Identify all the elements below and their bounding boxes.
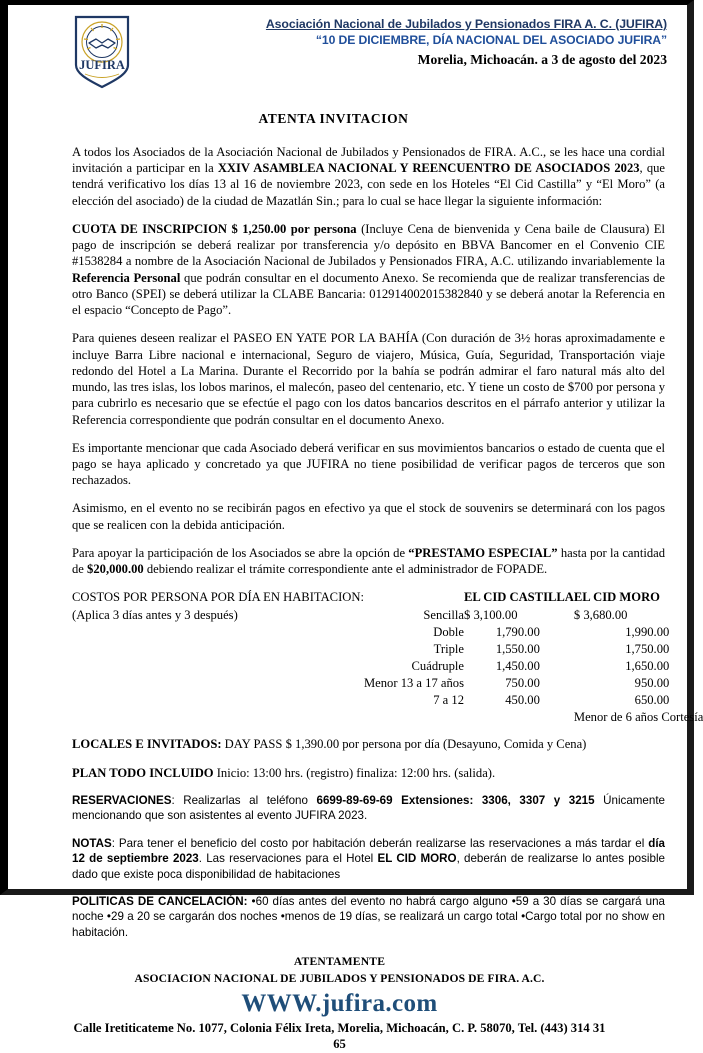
loan-text-3: debiendo realizar el trámite correspondiente ante el administrador de FOPADE. (143, 562, 548, 577)
price-moro: 650.00 (634, 693, 670, 708)
paragraph-payment-verification: Es importante mencionar que cada Asociado deberá verificar en sus movimientos bancarios o estado de cuenta que el pago se haya aplicado y concretado ya que JUFIRA no tiene posibilidad de verificar pagos de terceros que son rechazados. (72, 440, 665, 488)
table-row (72, 658, 703, 675)
document-sheet (8, 5, 703, 1052)
column-header-moro: EL CID MORO (573, 590, 660, 605)
notes-label: NOTAS (72, 836, 112, 850)
table-row (72, 641, 703, 658)
price-moro: 950.00 (634, 675, 670, 690)
room-type: Cuádruple (411, 658, 464, 673)
reservations-text-3: Únicamente mencionando que son asistentes al evento JUFIRA 2023. (72, 793, 665, 823)
place-and-date: Morelia, Michoacán. a 3 de agosto del 2023 (417, 52, 667, 68)
jufira-shield-logo (72, 13, 134, 89)
slogan-line: “10 DE DICIEMBRE, DÍA NACIONAL DEL ASOCIADO JUFIRA” (315, 33, 667, 48)
assembly-name: XXIV ASAMBLEA NACIONAL Y REENCUENTRO DE ASOCIADOS 2023 (217, 161, 640, 176)
logo-wordmark: JUFIRA (79, 58, 125, 72)
loan-amount: $20,000.00 (87, 562, 144, 577)
registration-fee-label: CUOTA DE INSCRIPCION $ 1,250.00 por persona (72, 221, 357, 236)
room-type: Menor 13 a 17 años (363, 675, 464, 690)
table-row (72, 692, 703, 709)
costs-heading: COSTOS POR PERSONA POR DÍA EN HABITACION: (72, 590, 364, 605)
price-castilla: 1,790.00 (495, 624, 540, 639)
sincerely-label: ATENTAMENTE (293, 955, 386, 969)
price-castilla: 450.00 (505, 693, 540, 708)
loan-text-1: Para apoyar la participación de los Asociados se abre la opción de (72, 545, 409, 560)
document-header (8, 5, 687, 89)
page-title: ATENTA INVITACION (258, 111, 409, 126)
locals-text: DAY PASS $ 1,390.00 por persona por día (Desayuno, Comida y Cena) (221, 737, 587, 752)
registration-fee-text-1: (Incluye Cena de bienvenida y Cena baile de Clausura) El pago de inscripción se deberá realizar por transferencia y/o depósito en BBVA Bancomer en el Convenio CIE #1538284 a nombre de la Asociación Nacional de Jubilados y Pensionados FIRA, A.C. utilizando invariablemente la (72, 221, 665, 269)
document-body (8, 111, 703, 1053)
cancellation-label: POLITICAS DE CANCELACIÓN: (72, 895, 248, 909)
table-row (72, 675, 703, 692)
organization-title: Asociación Nacional de Jubilados y Pensionados FIRA A. C. (JUFIRA) (265, 17, 667, 31)
header-text-block (134, 13, 679, 70)
special-loan-label: “PRESTAMO ESPECIAL” (408, 545, 558, 560)
reservations-line (72, 793, 665, 824)
price-moro: $ 3,680.00 (573, 607, 628, 622)
loan-text-2: hasta por la cantidad de (72, 545, 666, 577)
registration-fee-text-2: que podrán consultar en el documento Anexo. Se recomienda que de realizar transferencias de otro Banco (SPEI) se deberá utilizar la CLABE Bancaria: 012914002015382840 y se deberá anotar la Referencia en el espacio “Concepto de Pago”. (72, 270, 665, 318)
paragraph-yacht-tour: Para quienes deseen realizar el PASEO EN YATE POR LA BAHÍA (Con duración de 3½ horas aproximadamente e incluye Barra Libre nacional e internacional, Seguro de viajero, Música, Guía, Seguridad, Transportación viaje redondo del Hotel a La Marina. Durante el Recorrido por la bahía se podrán admirar el faro natural más alto del mundo, las tres islas, los lobos marinos, el malecón, paseo del centenario, etc. Y tiene un costo de $700 por persona y para cubrirlo es necesario que se efectúe el pago con los datos bancarios descritos en el párrafo anterior y utilizar la Referencia correspondiente que podrán consultar en el documento Anexo. (72, 331, 665, 427)
shield-icon (72, 15, 132, 89)
website-link[interactable]: WWW.jufira.com (241, 990, 438, 1018)
price-castilla: 750.00 (505, 675, 540, 690)
room-type: Doble (433, 624, 464, 639)
price-castilla: 1,550.00 (495, 641, 540, 656)
paragraph-special-loan (72, 545, 665, 577)
notes-text-2: . Las reservaciones para el Hotel (198, 852, 378, 866)
room-type: Triple (433, 641, 464, 656)
plan-text: Inicio: 13:00 hrs. (registro) finaliza: 12:00 hrs. (salida). (213, 765, 496, 780)
plan-label: PLAN TODO INCLUIDO (72, 765, 214, 780)
locals-label: LOCALES E INVITADOS: (72, 737, 222, 752)
cancellation-text: •60 días antes del evento no habrá cargo alguno •59 a 30 días se cargará una noche •29 a 20 se cargarán dos noches •menos de 19 días, se realizará un cargo total •Cargo total por no show en habitación. (72, 895, 666, 939)
price-castilla: 1,450.00 (495, 658, 540, 673)
reservations-extensions: Extensiones: 3306, 3307 y 3215 (401, 793, 595, 807)
price-moro: 1,650.00 (625, 658, 670, 673)
locals-and-guests-line (72, 736, 665, 752)
paragraph-no-cash: Asimismo, en el evento no se recibirán pagos en efectivo ya que el stock de souvenirs se determinará con los pagos que se realicen con la debida anticipación. (72, 501, 665, 532)
price-castilla: $ 3,100.00 (464, 607, 518, 622)
courtesy-note: Menor de 6 años Cortesía (573, 710, 703, 725)
room-type: Sencilla (423, 607, 464, 622)
notes-line (72, 836, 665, 882)
cancellation-policy-line (72, 894, 665, 940)
reservations-label: RESERVACIONES (72, 793, 172, 807)
price-moro: 1,990.00 (625, 624, 670, 639)
notes-text-1: : Para tener el beneficio del costo por habitación deberán realizarse las reservaciones a más tardar el (111, 836, 649, 850)
price-moro: 1,750.00 (625, 641, 670, 656)
all-inclusive-plan-line (72, 765, 665, 781)
notes-text-3: , deberán de realizarse lo antes posible dado que existe poca disponibilidad de habitaciones (72, 852, 665, 881)
table-row (72, 624, 703, 641)
table-row (72, 607, 703, 624)
costs-table (72, 589, 703, 726)
costs-table-block (72, 589, 703, 726)
document-footer (72, 954, 665, 1053)
table-row-courtesy (72, 709, 703, 726)
address-line: Calle Iretiticateme No. 1077, Colonia Félix Ireta, Morelia, Michoacán, C. P. 58070, Tel. (443) 314 31 65 (73, 1021, 606, 1052)
column-header-castilla: EL CID CASTILLA (464, 590, 574, 605)
paragraph-invitation (72, 144, 665, 209)
intro-text-1: A todos los Asociados de la Asociación Nacional de Jubilados y Pensionados de FIRA. A.C., se les hace una cordial invitación a participar en la (72, 145, 665, 176)
personal-reference-label: Referencia Personal (72, 270, 181, 285)
table-header-row (72, 589, 703, 606)
reservations-text-2 (393, 794, 402, 807)
paragraph-registration-fee (72, 221, 665, 318)
reservations-text-1: : Realizarlas al teléfono (171, 793, 317, 807)
room-type: 7 a 12 (433, 693, 464, 708)
costs-subnote: (Aplica 3 días antes y 3 después) (72, 607, 238, 622)
reservations-phone: 6699-89-69-69 (316, 793, 393, 807)
intro-text-2: , que tendrá verificativo los días 13 al 16 de noviembre 2023, con sede en los Hoteles “El Cid Castilla” y “El Moro” (a elección del asociado) de la ciudad de Mazatlán Sin.; para lo cual se hace llegar la siguiente información: (72, 161, 666, 208)
notes-deadline-date: día 12 de septiembre 2023 (72, 836, 665, 866)
notes-hotel-name: EL CID MORO (377, 852, 457, 866)
association-name: ASOCIACION NACIONAL DE JUBILADOS Y PENSIONADOS DE FIRA. A.C. (134, 971, 545, 985)
